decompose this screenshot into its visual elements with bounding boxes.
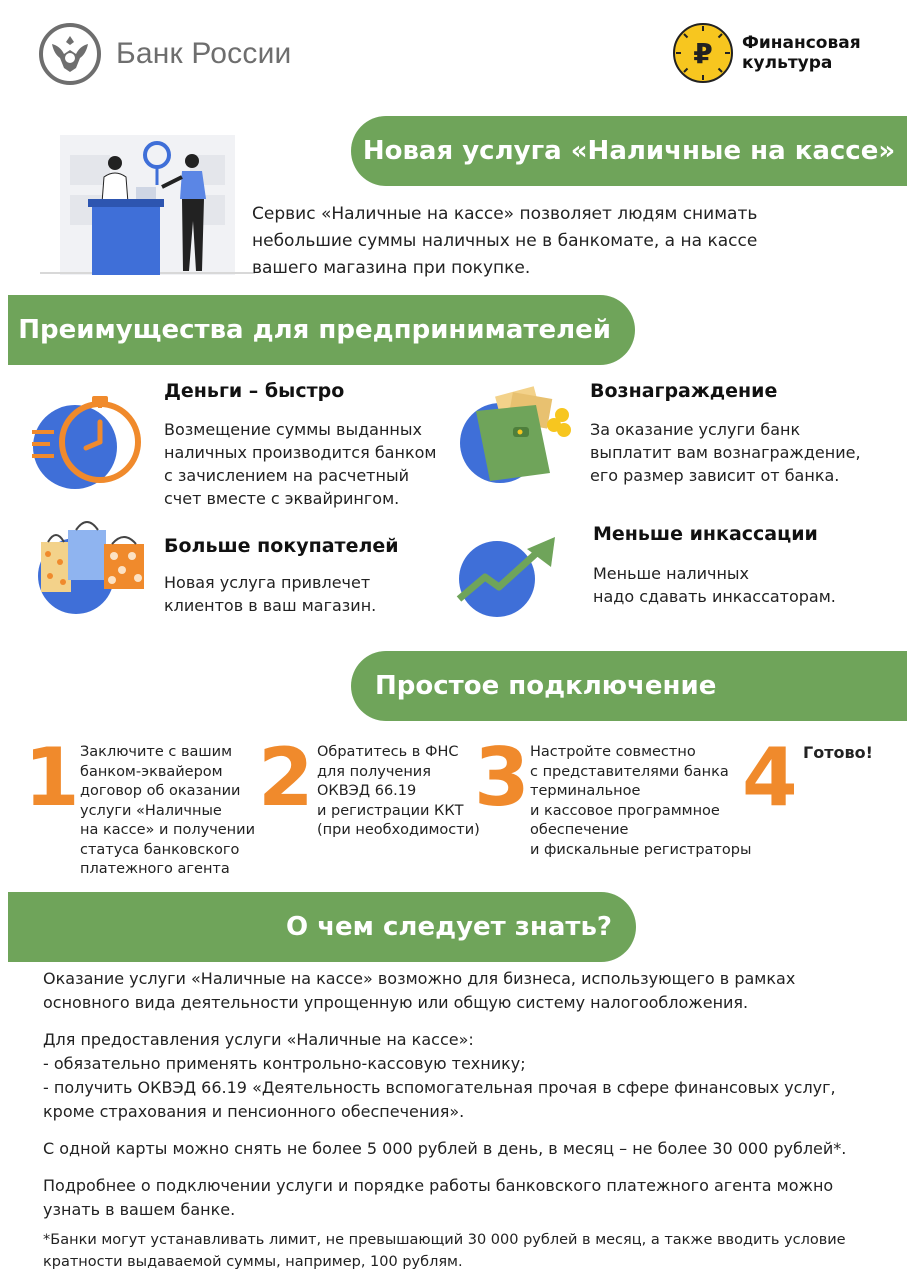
wallet-icon: [458, 385, 576, 490]
svg-text:₽: ₽: [693, 37, 713, 70]
know-info: [43, 967, 883, 1235]
step-text-4: Готово!: [803, 743, 873, 762]
growth-arrow-icon: [455, 535, 560, 620]
step-text-1: Заключите с вашим банком-эквайером договор об оказании услуги «Наличные на кассе» и получении статуса банковского платежного агента: [80, 744, 256, 877]
step-text-2: Обратитесь в ФНС для получения ОКВЭД 66.19 и регистрации ККТ (при необходимости): [317, 744, 480, 838]
eagle-icon: [38, 22, 102, 86]
financial-culture-logo: [672, 22, 861, 84]
step-number-4: 4: [742, 731, 798, 824]
bank-name: Банк России: [116, 37, 292, 70]
know-paragraph-3: С одной карты можно снять не более 5 000 рублей в день, в месяц – не более 30 000 рублей*.: [43, 1139, 847, 1158]
benefit-text-less-collection: Меньше наличных надо сдавать инкассаторам.: [593, 564, 836, 606]
benefit-text-fast-money: Возмещение суммы выданных наличных производится банком с зачислением на расчетный счет вместе с эквайрингом.: [164, 420, 437, 508]
benefit-text-reward: За оказание услуги банк выплатит вам вознаграждение, его размер зависит от банка.: [590, 420, 861, 485]
bank-of-russia-logo: [38, 22, 292, 86]
benefit-title-less-collection: Меньше инкассации: [593, 523, 818, 545]
step-number-2: 2: [258, 731, 314, 824]
benefit-text-more-customers: Новая услуга привлечет клиентов в ваш магазин.: [164, 573, 377, 615]
step-text-3: Настройте совместно с представителями банка терминальное и кассовое программное обеспечение и фискальные регистраторы: [530, 744, 752, 858]
benefit-title-reward: Вознаграждение: [590, 380, 778, 402]
know-paragraph-4: Подробнее о подключении услуги и порядке работы банковского платежного агента можно узнать в вашем банке.: [43, 1176, 834, 1219]
step-number-1: 1: [24, 731, 80, 824]
step-number-3: 3: [474, 731, 530, 824]
footnote: *Банки могут устанавливать лимит, не превышающий 30 000 рублей в месяц, а также вводить условие кратности выдаваемой суммы, например, 100 рублям.: [43, 1232, 846, 1270]
shopping-bags-icon: [36, 512, 151, 617]
know-banner: О чем следует знать?: [8, 892, 636, 962]
benefits-banner: Преимущества для предпринимателей: [8, 295, 635, 365]
benefit-title-fast-money: Деньги – быстро: [164, 380, 345, 402]
intro-text: Сервис «Наличные на кассе» позволяет людям снимать небольшие суммы наличных не в банкомате, а на кассе вашего магазина при покупке.: [252, 204, 758, 278]
know-paragraph-1: Оказание услуги «Наличные на кассе» возможно для бизнеса, использующего в рамках основного вида деятельности упрощенную или общую систему налогообложения.: [43, 969, 796, 1012]
ruble-coin-icon: [672, 22, 734, 84]
cashier-illustration: [40, 125, 255, 285]
intro-banner: Новая услуга «Наличные на кассе»: [351, 116, 907, 186]
stopwatch-icon: [30, 392, 145, 492]
connection-banner: Простое подключение: [351, 651, 907, 721]
financial-culture-title: Финансовая культура: [742, 33, 861, 73]
benefit-title-more-customers: Больше покупателей: [164, 535, 399, 557]
know-paragraph-2: Для предоставления услуги «Наличные на кассе»: - обязательно применять контрольно-кассовую технику; - получить ОКВЭД 66.19 «Деятельность вспомогательная прочая в сфере финансовых услуг, кроме страхования и пенсионного обеспечения».: [43, 1030, 836, 1121]
